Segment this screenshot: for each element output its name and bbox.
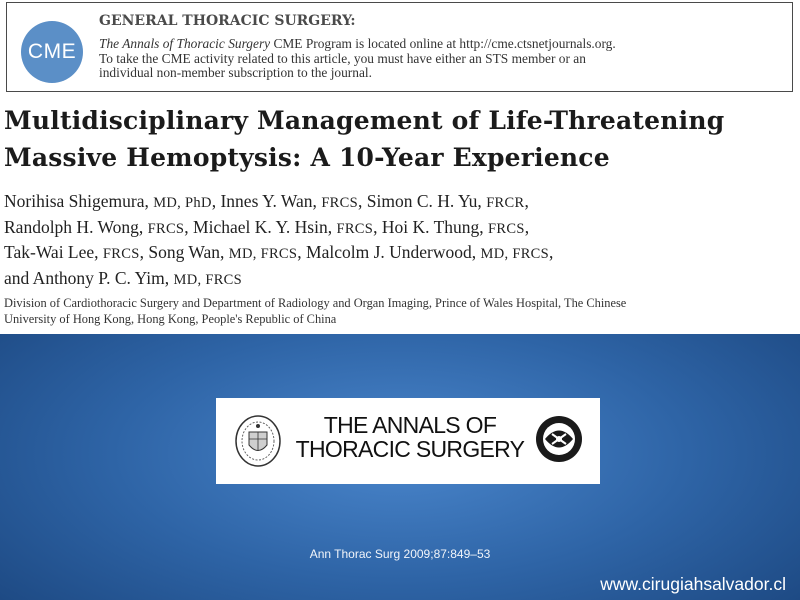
article-title xyxy=(4,102,796,176)
author-name: , xyxy=(549,242,554,262)
author-name: , Innes Y. Wan, xyxy=(211,191,322,211)
cme-line-1 xyxy=(99,37,789,52)
author-name: , Hoi K. Thung, xyxy=(373,216,489,237)
author-name: , xyxy=(524,216,530,237)
author-degree: FRCS xyxy=(102,246,140,262)
website-url[interactable]: www.cirugiahsalvador.cl xyxy=(600,574,786,594)
author-degree: FRCS xyxy=(321,195,358,211)
author-name: , Malcolm J. Underwood, xyxy=(297,242,481,262)
cme-text xyxy=(99,37,789,81)
author-degree: FRCS xyxy=(488,220,525,237)
sts-emblem-icon xyxy=(534,414,584,464)
author-name: Tak-Wai Lee, xyxy=(4,242,103,262)
journal-title xyxy=(282,413,538,461)
citation: Ann Thorac Surg 2009;87:849–53 xyxy=(309,547,491,561)
cme-line-2: To take the CME activity related to this article, you must have either an STS member or an xyxy=(99,50,586,66)
cme-notice-box xyxy=(6,2,793,92)
author-degree: FRCR xyxy=(486,195,525,211)
author-degree: FRCS xyxy=(336,220,374,237)
cme-line-1-rest: CME Program is located online at http://cme.ctsnetjournals.org. xyxy=(270,36,616,51)
author-degree: MD, PhD xyxy=(153,195,212,211)
article-title-line-2: Massive Hemoptysis: A 10-Year Experience xyxy=(4,143,610,172)
author-line xyxy=(4,216,796,242)
author-degree: MD, FRCS xyxy=(480,246,550,262)
affiliation-line-2: University of Hong Kong, Hong Kong, People's Republic of China xyxy=(4,312,337,326)
author-line xyxy=(4,190,796,216)
cme-journal-name: The Annals of Thoracic Surgery xyxy=(99,36,271,51)
author-line xyxy=(4,267,796,293)
author-name: , xyxy=(524,191,529,211)
author-name: , Michael K. Y. Hsin, xyxy=(184,216,337,237)
journal-title-line-2: THORACIC SURGERY xyxy=(295,436,525,462)
article-title-line-1: Multidisciplinary Management of Life-Threatening xyxy=(4,106,725,135)
journal-title-line-1: THE ANNALS OF xyxy=(323,412,497,438)
author-list xyxy=(4,190,796,292)
author-name: , Simon C. H. Yu, xyxy=(357,191,487,211)
affiliation xyxy=(4,295,796,327)
affiliation-line-1: Division of Cardiothoracic Surgery and Department of Radiology and Organ Imaging, Prince of Wales Hospital, The Chinese xyxy=(4,296,627,310)
cme-heading: GENERAL THORACIC SURGERY: xyxy=(99,13,356,29)
slide-background xyxy=(0,334,800,600)
cme-logo: CME xyxy=(21,21,83,83)
cme-line-3: individual non-member subscription to the journal. xyxy=(99,65,372,80)
journal-logo-box xyxy=(216,398,600,484)
author-name: , Song Wan, xyxy=(139,242,229,262)
author-degree: MD, FRCS xyxy=(228,246,298,262)
author-degree: MD, FRCS xyxy=(173,271,243,288)
author-line xyxy=(4,241,796,267)
society-seal-icon xyxy=(234,414,282,468)
author-name: and Anthony P. C. Yim, xyxy=(4,267,174,288)
author-name: Randolph H. Wong, xyxy=(4,216,148,237)
author-name: Norihisa Shigemura, xyxy=(4,191,154,211)
author-degree: FRCS xyxy=(147,220,185,237)
